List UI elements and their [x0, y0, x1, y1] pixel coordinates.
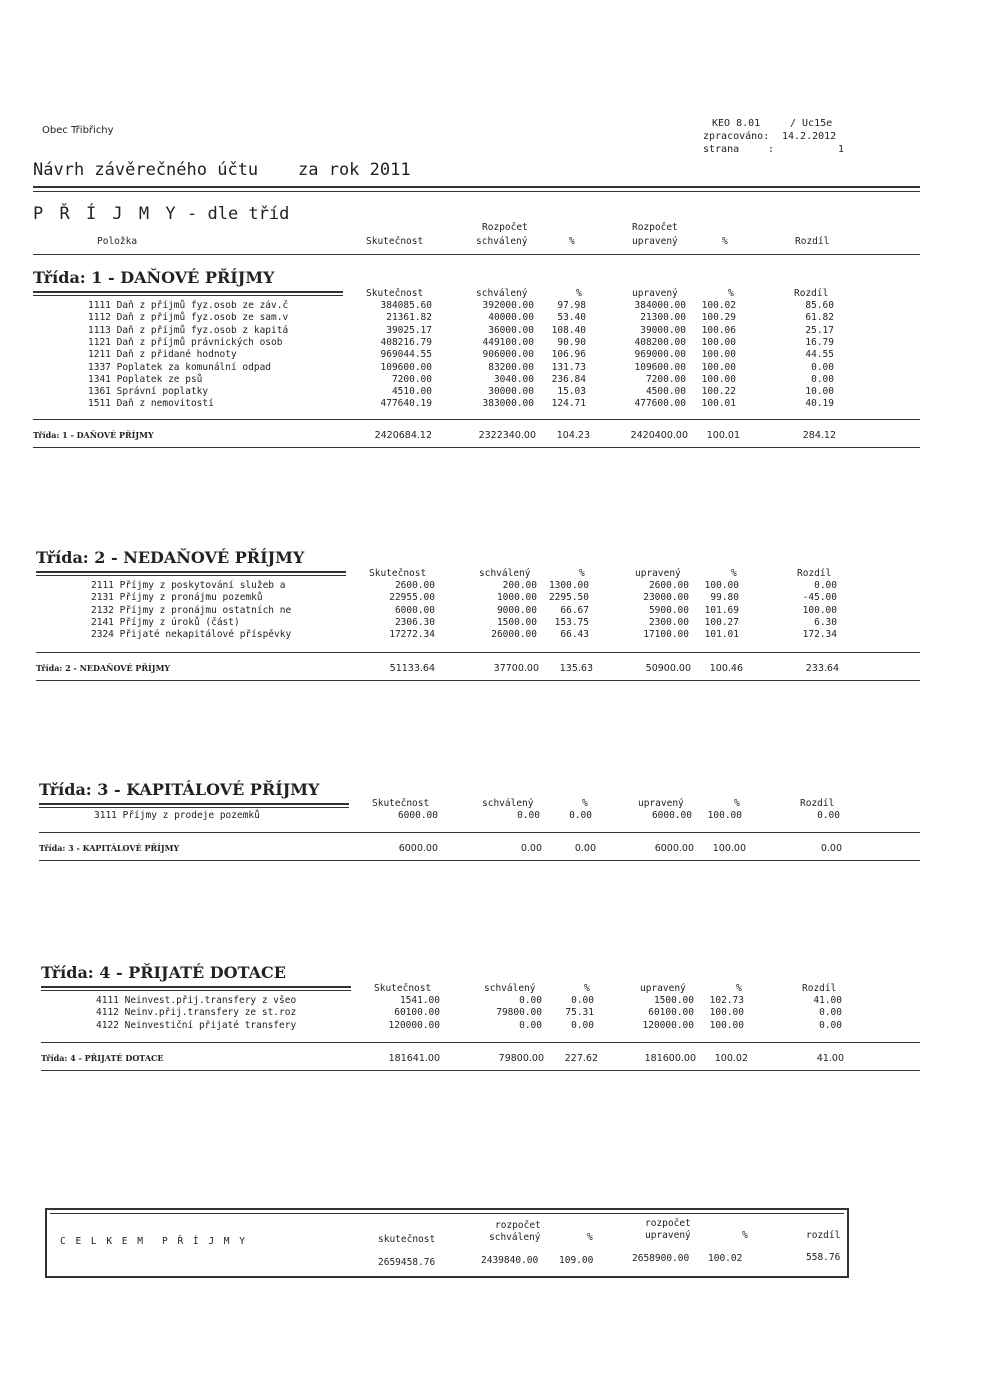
cell-diff: 100.00 [802, 604, 837, 616]
cell-pct: 97.98 [557, 300, 586, 311]
cell-pct2: 101.01 [704, 629, 739, 641]
cell-approved: 83200.00 [488, 361, 534, 373]
gt-revised: 2658900.00 [632, 1253, 690, 1264]
class-bottom-rule [39, 860, 920, 861]
municipality-name: Obec Třibřichy [42, 125, 114, 136]
table-row [0, 605, 990, 617]
cell-pct: 2295.50 [548, 592, 589, 604]
cell-actual: 2306.30 [394, 616, 435, 628]
cell-approved: 906000.00 [482, 349, 534, 361]
cell-approved: 30000.00 [488, 386, 534, 398]
cell-revised: 969000.00 [634, 349, 686, 361]
page-label: strana [703, 144, 740, 155]
cell-approved: 40000.00 [488, 312, 534, 324]
cell-diff: 0.00 [811, 361, 834, 373]
cell-pct: 0.00 [569, 810, 592, 821]
gt-pct: 109.00 [559, 1255, 594, 1266]
cell-pct: 66.67 [560, 604, 589, 616]
cell-diff: 0.00 [819, 1007, 842, 1019]
cell-item: 1211 Daň z přidané hodnoty [88, 349, 237, 361]
cell-diff: 0.00 [811, 373, 834, 385]
table-row [0, 398, 990, 410]
cell-pct: 75.31 [565, 1007, 594, 1019]
col-approved: schválený [476, 236, 528, 247]
subheader-actual: Skutečnost [374, 983, 432, 994]
cell-pct2: 100.27 [704, 616, 739, 628]
cell-revised: 6000.00 [651, 810, 692, 821]
total-pct2: 100.46 [709, 662, 743, 674]
cell-revised: 1500.00 [653, 995, 694, 1006]
cell-approved: 383000.00 [482, 398, 534, 410]
class-total-row [0, 843, 990, 855]
total-diff: 284.12 [802, 429, 836, 441]
class-total-label: Třída: 3 - KAPITÁLOVÉ PŘÍJMY [39, 843, 180, 854]
total-approved: 2322340.00 [478, 429, 536, 441]
cell-actual: 109600.00 [380, 361, 432, 373]
processed-label: zpracováno: [703, 131, 770, 142]
cell-item: 4111 Neinvest.přij.transfery z všeo [96, 995, 297, 1006]
cell-pct2: 100.00 [709, 1019, 744, 1031]
col-budget-top: Rozpočet [482, 222, 528, 233]
total-actual: 181641.00 [388, 1052, 440, 1064]
cell-diff: -45.00 [802, 592, 837, 604]
cell-pct: 90.90 [557, 336, 586, 348]
cell-diff: 16.79 [805, 336, 834, 348]
subheader-pct: % [576, 288, 582, 299]
table-row [0, 580, 990, 592]
total-approved: 37700.00 [493, 662, 539, 674]
cell-revised: 23000.00 [643, 592, 689, 604]
total-actual: 51133.64 [389, 662, 435, 674]
subheader-approved: schválený [476, 288, 528, 299]
header-rule [33, 254, 920, 255]
class-title-rule-thin [36, 575, 346, 576]
subheader-pct2: % [734, 798, 740, 809]
subheader-pct: % [579, 568, 585, 579]
cell-diff: 61.82 [805, 312, 834, 324]
cell-item: 1337 Poplatek za komunální odpad [88, 361, 272, 373]
subheader-actual: Skutečnost [366, 288, 424, 299]
cell-pct: 108.40 [551, 324, 586, 336]
cell-actual: 60100.00 [394, 1007, 440, 1019]
table-row [0, 995, 990, 1007]
class-bottom-rule [36, 680, 920, 681]
cell-revised: 2600.00 [648, 580, 689, 591]
cell-diff: 0.00 [819, 1019, 842, 1031]
cell-pct2: 100.00 [707, 810, 742, 821]
subheader-revised: upravený [632, 288, 678, 299]
cell-revised: 17100.00 [643, 629, 689, 641]
cell-pct: 0.00 [571, 1019, 594, 1031]
cell-approved: 0.00 [519, 995, 542, 1006]
subheader-diff: Rozdíl [800, 798, 835, 809]
col-budget-top2: Rozpočet [632, 222, 678, 233]
total-actual: 2420684.12 [374, 429, 432, 441]
subheader-pct: % [584, 983, 590, 994]
table-row [0, 325, 990, 337]
subheader-revised: upravený [638, 798, 684, 809]
cell-pct2: 100.00 [709, 1007, 744, 1019]
cell-actual: 7200.00 [391, 373, 432, 385]
cell-approved: 79800.00 [496, 1007, 542, 1019]
gt-budget-top2: rozpočet [645, 1218, 691, 1229]
grand-total-label: C E L K E M [60, 1236, 145, 1247]
cell-item: 2141 Příjmy z úroků (část) [91, 616, 240, 628]
cell-actual: 477640.19 [380, 398, 432, 410]
cell-item: 4122 Neinvestiční přijaté transfery [96, 1019, 297, 1031]
table-row [0, 362, 990, 374]
total-diff: 233.64 [805, 662, 839, 674]
table-row [0, 629, 990, 641]
cell-approved: 1000.00 [496, 592, 537, 604]
cell-approved: 3040.00 [493, 373, 534, 385]
subheader-approved: schválený [484, 983, 536, 994]
cell-actual: 6000.00 [397, 810, 438, 821]
table-row [0, 337, 990, 349]
class-total-rule [39, 832, 920, 833]
total-revised: 6000.00 [654, 843, 694, 855]
gt-pct2: 100.02 [708, 1253, 743, 1264]
cell-revised: 408200.00 [634, 336, 686, 348]
cell-pct: 106.96 [551, 349, 586, 361]
table-row [0, 349, 990, 361]
page-title-year: za rok 2011 [298, 160, 411, 180]
cell-diff: 44.55 [805, 349, 834, 361]
cell-revised: 5900.00 [648, 604, 689, 616]
cell-item: 1111 Daň z příjmů fyz.osob ze záv.č [88, 300, 289, 311]
subheader-revised: upravený [635, 568, 681, 579]
cell-revised: 7200.00 [645, 373, 686, 385]
cell-pct: 0.00 [571, 995, 594, 1006]
gt-diff-label: rozdíl [806, 1230, 841, 1241]
total-pct: 0.00 [574, 843, 596, 855]
cell-pct2: 102.73 [709, 995, 744, 1006]
cell-item: 1112 Daň z příjmů fyz.osob ze sam.v [88, 312, 289, 324]
total-revised: 2420400.00 [630, 429, 688, 441]
section-title: P Ř Í J M Y [33, 204, 179, 224]
cell-pct2: 100.00 [701, 336, 736, 348]
total-pct: 227.62 [564, 1052, 598, 1064]
cell-revised: 384000.00 [634, 300, 686, 311]
total-revised: 50900.00 [645, 662, 691, 674]
gt-budget-top: rozpočet [495, 1220, 541, 1231]
program-code: KEO 8.01 [712, 118, 761, 129]
gt-approved-label: schválený [489, 1232, 541, 1243]
cell-approved: 200.00 [502, 580, 537, 591]
gt-pct2-label: % [742, 1230, 748, 1241]
class-total-row [0, 430, 990, 442]
cell-approved: 0.00 [519, 1019, 542, 1031]
total-revised: 181600.00 [644, 1052, 696, 1064]
cell-diff: 6.30 [814, 616, 837, 628]
col-item: Položka [97, 236, 138, 247]
col-revised: upravený [632, 236, 678, 247]
cell-pct2: 101.69 [704, 604, 739, 616]
subheader-actual: Skutečnost [369, 568, 427, 579]
cell-approved: 1500.00 [496, 616, 537, 628]
cell-actual: 2600.00 [394, 580, 435, 591]
cell-pct: 53.40 [557, 312, 586, 324]
table-row [0, 1020, 990, 1032]
gt-approved: 2439840.00 [481, 1255, 539, 1266]
subheader-pct2: % [728, 288, 734, 299]
table-row [0, 810, 990, 822]
cell-pct2: 100.00 [701, 349, 736, 361]
class-total-rule [36, 652, 920, 653]
class-title: Třída: 3 - KAPITÁLOVÉ PŘÍJMY [39, 780, 320, 799]
cell-diff: 172.34 [802, 629, 837, 641]
class-title-rule [33, 291, 343, 293]
cell-diff: 41.00 [813, 995, 842, 1006]
total-actual: 6000.00 [398, 843, 438, 855]
cell-actual: 408216.79 [380, 336, 432, 348]
col-pct2: % [722, 236, 728, 247]
cell-actual: 21361.82 [386, 312, 432, 324]
section-subtitle: - dle tříd [187, 204, 290, 224]
class-total-label: Třída: 1 - DAŇOVÉ PŘÍJMY [33, 429, 154, 440]
cell-actual: 384085.60 [380, 300, 432, 311]
cell-approved: 392000.00 [482, 300, 534, 311]
cell-pct2: 100.01 [701, 398, 736, 410]
table-row [0, 617, 990, 629]
cell-approved: 449100.00 [482, 336, 534, 348]
subheader-approved: schválený [482, 798, 534, 809]
cell-revised: 21300.00 [640, 312, 686, 324]
cell-pct2: 100.29 [701, 312, 736, 324]
cell-diff: 10.00 [805, 386, 834, 398]
cell-pct: 66.43 [560, 629, 589, 641]
cell-actual: 17272.34 [389, 629, 435, 641]
cell-actual: 4510.00 [391, 386, 432, 398]
total-pct2: 100.02 [714, 1052, 748, 1064]
total-pct2: 100.00 [712, 843, 746, 855]
cell-diff: 0.00 [814, 580, 837, 591]
cell-diff: 25.17 [805, 324, 834, 336]
cell-item: 3111 Příjmy z prodeje pozemků [94, 810, 260, 821]
table-row [0, 1007, 990, 1019]
table-row [0, 300, 990, 312]
report-code: / Uc15e [790, 118, 833, 129]
grand-total-label2: P Ř Í J M Y [162, 1236, 247, 1247]
class-total-row [0, 663, 990, 675]
cell-actual: 969044.55 [380, 349, 432, 361]
class-title-rule [41, 986, 351, 988]
cell-actual: 120000.00 [388, 1019, 440, 1031]
cell-pct2: 100.06 [701, 324, 736, 336]
subheader-diff: Rozdíl [794, 288, 829, 299]
title-rule [33, 186, 920, 188]
subheader-pct2: % [731, 568, 737, 579]
cell-approved: 9000.00 [496, 604, 537, 616]
class-total-label: Třída: 4 - PŘIJATÉ DOTACE [41, 1052, 164, 1063]
cell-revised: 109600.00 [634, 361, 686, 373]
cell-pct2: 99.80 [710, 592, 739, 604]
cell-revised: 2300.00 [648, 616, 689, 628]
cell-pct: 236.84 [551, 373, 586, 385]
cell-actual: 22955.00 [389, 592, 435, 604]
class-title: Třída: 1 - DAŇOVÉ PŘÍJMY [33, 268, 275, 287]
cell-actual: 39025.17 [386, 324, 432, 336]
class-total-rule [33, 419, 920, 420]
cell-pct2: 100.22 [701, 386, 736, 398]
cell-pct2: 100.00 [701, 373, 736, 385]
table-row [0, 592, 990, 604]
cell-revised: 477600.00 [634, 398, 686, 410]
cell-pct: 124.71 [551, 398, 586, 410]
page-separator: : [768, 144, 775, 155]
grand-total-inner-rule [50, 1213, 844, 1214]
gt-diff: 558.76 [806, 1252, 841, 1263]
cell-item: 2324 Přijaté nekapitálové příspěvky [91, 629, 292, 641]
class-bottom-rule [33, 447, 920, 448]
class-total-row [0, 1053, 990, 1065]
cell-diff: 85.60 [805, 300, 834, 311]
gt-revised-label: upravený [645, 1230, 691, 1241]
cell-item: 1113 Daň z příjmů fyz.osob z kapitá [88, 324, 289, 336]
cell-approved: 26000.00 [491, 629, 537, 641]
cell-diff: 0.00 [817, 810, 840, 821]
cell-item: 1121 Daň z příjmů právnických osob [88, 336, 283, 348]
table-row [0, 386, 990, 398]
total-diff: 41.00 [816, 1052, 844, 1064]
class-title: Třída: 2 - NEDAŇOVÉ PŘÍJMY [36, 548, 305, 567]
class-title-rule-thin [39, 807, 349, 808]
page-number: 1 [838, 144, 845, 155]
cell-actual: 6000.00 [394, 604, 435, 616]
cell-revised: 4500.00 [645, 386, 686, 398]
cell-revised: 39000.00 [640, 324, 686, 336]
gt-actual-label: skutečnost [378, 1234, 436, 1245]
processed-date: 14.2.2012 [782, 131, 837, 142]
class-title-rule [39, 803, 349, 805]
col-pct: % [569, 236, 575, 247]
col-actual: Skutečnost [366, 236, 424, 247]
class-title-rule-thin [41, 990, 351, 991]
page-title: Návrh závěrečného účtu [33, 160, 259, 180]
table-row [0, 312, 990, 324]
cell-actual: 1541.00 [399, 995, 440, 1006]
cell-item: 2132 Příjmy z pronájmu ostatních ne [91, 604, 292, 616]
column-header [0, 222, 990, 252]
total-pct: 104.23 [556, 429, 590, 441]
col-diff: Rozdíl [795, 236, 830, 247]
cell-pct2: 100.00 [701, 361, 736, 373]
total-approved: 0.00 [520, 843, 542, 855]
class-title-rule [36, 571, 346, 573]
cell-revised: 120000.00 [642, 1019, 694, 1031]
gt-actual: 2659458.76 [378, 1257, 436, 1268]
subheader-revised: upravený [640, 983, 686, 994]
cell-item: 4112 Neinv.přij.transfery ze st.roz [96, 1007, 297, 1019]
cell-pct: 153.75 [554, 616, 589, 628]
subheader-approved: schválený [479, 568, 531, 579]
cell-revised: 60100.00 [648, 1007, 694, 1019]
cell-pct: 1300.00 [548, 580, 589, 591]
total-diff: 0.00 [820, 843, 842, 855]
cell-item: 1341 Poplatek ze psů [88, 373, 203, 385]
total-approved: 79800.00 [498, 1052, 544, 1064]
cell-item: 2111 Příjmy z poskytování služeb a [91, 580, 286, 591]
class-title: Třída: 4 - PŘIJATÉ DOTACE [41, 963, 286, 982]
cell-item: 2131 Příjmy z pronájmu pozemků [91, 592, 263, 604]
subheader-diff: Rozdíl [802, 983, 837, 994]
class-total-label: Třída: 2 - NEDAŇOVÉ PŘÍJMY [36, 662, 171, 673]
total-pct2: 100.01 [706, 429, 740, 441]
subheader-actual: Skutečnost [372, 798, 430, 809]
title-rule-thin [33, 191, 920, 192]
cell-pct2: 100.00 [704, 580, 739, 591]
table-row [0, 374, 990, 386]
gt-pct-label: % [587, 1232, 593, 1243]
cell-pct: 131.73 [551, 361, 586, 373]
cell-diff: 40.19 [805, 398, 834, 410]
cell-pct: 15.03 [557, 386, 586, 398]
cell-approved: 0.00 [517, 810, 540, 821]
class-bottom-rule [41, 1070, 920, 1071]
cell-item: 1511 Daň z nemovitostí [88, 398, 214, 410]
cell-pct2: 100.02 [701, 300, 736, 311]
total-pct: 135.63 [559, 662, 593, 674]
class-title-rule-thin [33, 295, 343, 296]
subheader-diff: Rozdíl [797, 568, 832, 579]
cell-item: 1361 Správní poplatky [88, 386, 209, 398]
cell-approved: 36000.00 [488, 324, 534, 336]
subheader-pct2: % [736, 983, 742, 994]
class-total-rule [41, 1042, 920, 1043]
subheader-pct: % [582, 798, 588, 809]
